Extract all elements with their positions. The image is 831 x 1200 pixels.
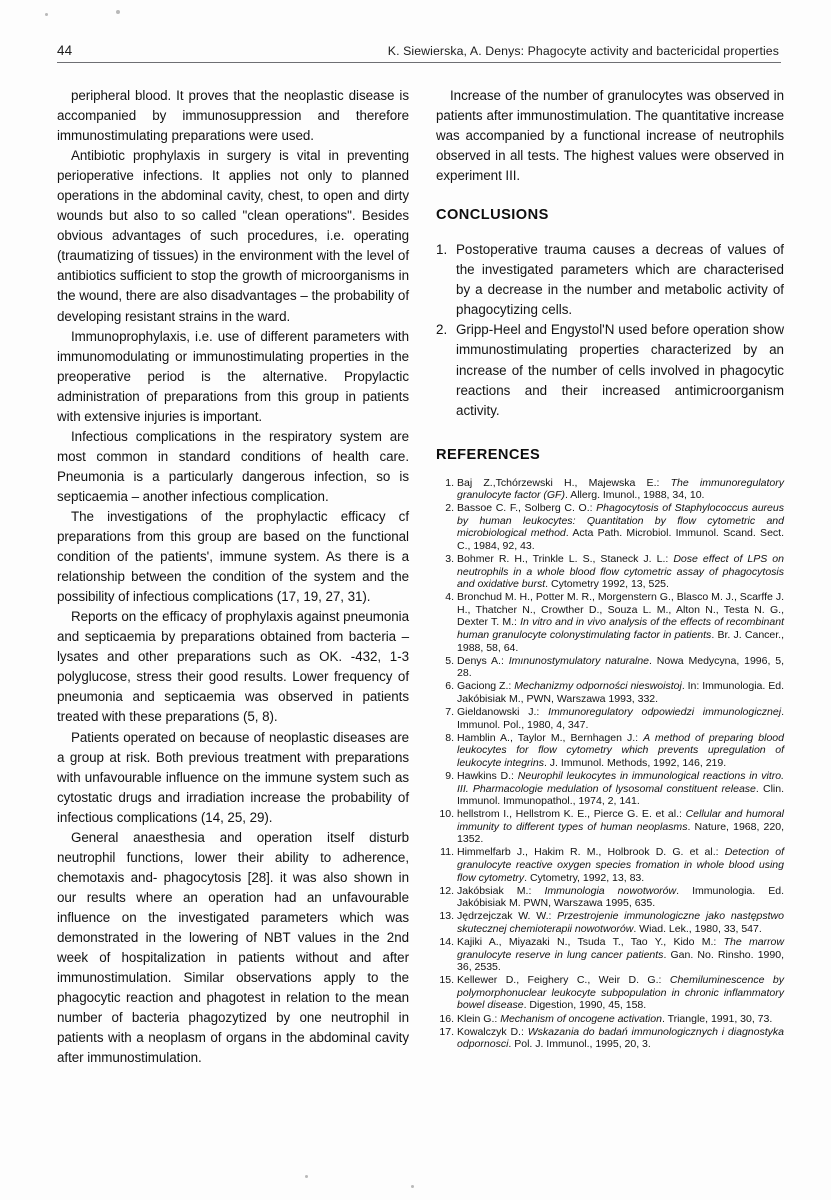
reference-source: . Clin. Immunol. Immunopathol., 1974, 2, 141. <box>457 782 784 808</box>
paragraph: Immunoprophylaxis, i.e. use of different parameters with immunomodulating or immunostimulating properties in the preoperative period is the alternative. Propylactic administration of preparations from this group in patients with extensive injuries is important. <box>57 328 409 424</box>
reference-item <box>436 974 784 1012</box>
conclusion-number: 2. <box>436 322 448 338</box>
reference-source: . J. Immunol. Methods, 1992, 146, 219. <box>543 756 727 769</box>
reference-authors: Gaciong Z.: <box>457 680 515 693</box>
reference-number: 10. <box>439 808 454 821</box>
reference-authors: Kowalczyk D.: <box>457 1025 528 1038</box>
running-head <box>57 43 779 58</box>
reference-title: The immunoregulatory granulocyte factor (GF) <box>457 476 784 502</box>
reference-title: Immunoregulatory odpowiedzi immunologicznej <box>548 706 782 719</box>
reference-source: . Immunologia. Ed. Jakóbisiak M. PWN, Warszawa 1995, 635. <box>457 884 784 910</box>
reference-source: . Allerg. Imunol., 1988, 34, 10. <box>564 489 705 502</box>
reference-number: 6. <box>445 680 454 693</box>
reference-item <box>436 936 784 974</box>
conclusion-item <box>436 320 784 420</box>
reference-item <box>436 591 784 654</box>
reference-number: 1. <box>445 476 454 489</box>
reference-title: A method of preparing blood leukocytes for flow cytometry which prevents upregulation of leukocyte integrins <box>457 731 785 769</box>
right-column <box>436 86 784 1051</box>
references-list <box>436 477 784 1051</box>
scan-speck <box>45 13 48 16</box>
reference-authors: Hawkins D.: <box>457 769 518 782</box>
reference-source: . Gan. No. Rinsho. 1990, 36, 2535. <box>457 948 784 974</box>
left-column <box>57 86 409 1068</box>
reference-title: Detection of granulocyte reactive oxygen species fromation in whole blood using flow cytometry <box>457 846 784 884</box>
reference-title: Immunologia nowotworów <box>544 884 677 897</box>
reference-source: . Immunol. Pol., 1980, 4, 347. <box>457 706 784 731</box>
conclusion-text: Gripp-Heel and Engystol'N used before operation show immunostimulating properties characterized by an increase of the number of cells involved in phagocytic reactions and their increased antimicroorganism activity. <box>456 322 784 418</box>
reference-source: . Digestion, 1990, 45, 158. <box>523 999 647 1012</box>
reference-number: 16. <box>439 1012 454 1025</box>
reference-number: 15. <box>439 974 454 987</box>
reference-title: The marrow granulocyte reserve in lung cancer patients <box>457 936 784 961</box>
reference-number: 9. <box>445 769 454 782</box>
reference-source: . Nature, 1968, 220, 1352. <box>457 820 784 846</box>
reference-title: Dose effect of LPS on neutrophils in a whole blood flow cytometric assay of phagocytosis and oxidative burst <box>457 553 784 591</box>
reference-title: Mechanism of oncogene activation <box>500 1012 662 1025</box>
reference-item <box>436 808 784 846</box>
reference-authors: Jakóbsiak M.: <box>457 884 545 897</box>
reference-authors: Jędrzejczak W. W.: <box>457 910 558 923</box>
reference-item <box>436 1026 784 1051</box>
reference-item <box>436 706 784 731</box>
reference-number: 5. <box>445 654 454 667</box>
reference-title: Phagocytosis of Staphylococcus aureus by human leukocytes: Quantitation by flow cytometric and microbiological method <box>457 502 784 540</box>
reference-title: Mechanizmy odporności nieswoistoj <box>514 680 682 693</box>
references-heading: REFERENCES <box>436 446 541 463</box>
reference-source: . Wiad. Lek., 1980, 33, 547. <box>633 922 762 935</box>
reference-authors: Himmelfarb J., Hakim R. M., Holbrook D. G. et al.: <box>457 846 725 859</box>
paragraph: peripheral blood. It proves that the neoplastic disease is accompanied by immunosuppression and therefore immunostimulating preparations were used. <box>57 88 409 144</box>
reference-number: 11. <box>440 846 454 859</box>
conclusions-list <box>436 240 784 420</box>
conclusion-number: 1. <box>436 242 448 258</box>
paragraph: Increase of the number of granulocytes was observed in patients after immunostimulation. The quantitative increase was accompanied by a functional increase of neutrophils observed in all tests. The highest values were observed in experiment III. <box>436 88 784 184</box>
reference-number: 13. <box>439 910 454 923</box>
page-number: 44 <box>57 43 73 58</box>
paragraph: The investigations of the prophylactic efficacy cf preparations from this group are based on the functional condition of the patients', immune system. As there is a relationship between the condition of the system and the possibility of infectious complications (17, 19, 27, 31). <box>57 508 409 605</box>
reference-title: Imınunostymulatory naturalne <box>508 654 650 667</box>
reference-item <box>436 770 784 808</box>
reference-authors: Gieldanowski J.: <box>457 706 549 719</box>
reference-source: . In: Immunologia. Ed. Jakóbisiak M., PWN, Warszawa 1993, 332. <box>457 680 784 705</box>
reference-item <box>436 553 784 591</box>
reference-authors: Klein G.: <box>457 1012 501 1025</box>
paragraph: Antibiotic prophylaxis in surgery is vital in preventing perioperative infections. It applies not only to planned operations in the abdominal cavity, chest, to open and dirty wounds but also to so called "clean operations". Besides obvious advantages of such procedures, i.e. operating (traumatizing of tissues) in the environment with the level of antibiotics sufficient to stop the growth of microorganisms in the wound, there are also disadvantages – the probability of developing resistant strains in the ward. <box>57 148 409 324</box>
paragraph: Reports on the efficacy of prophylaxis against pneumonia and septicaemia by preparations obtained from bacteria – lysates and other preparations such as OK. -432, 1-3 polyglucose, stress their good results. Lower frequency of pneumonia and septicaemia was observed in patients treated with these preparations (5, 8). <box>57 609 409 725</box>
reference-authors: Denys A.: <box>457 654 509 667</box>
reference-source: . Triangle, 1991, 30, 73. <box>661 1012 773 1025</box>
reference-authors: Bronchud M. H., Potter M. R., Morgenstern G., Blasco M. J., Scarffe J. H., Thatcher N., Crowther D., Souza L. M., Alton N., Testa N. G., Dexter T. M.: <box>457 591 784 629</box>
reference-authors: Hamblin A., Taylor M., Bernhagen J.: <box>457 731 644 744</box>
running-title: K. Siewierska, A. Denys: Phagocyte activity and bactericidal properties <box>387 44 779 58</box>
reference-item <box>436 1013 784 1026</box>
reference-title: In vitro and in vivo analysis of the effects of recombinant human granulocyte colonystimulating factor in patients <box>457 616 785 641</box>
reference-number: 3. <box>445 553 454 566</box>
reference-item <box>436 885 784 910</box>
reference-authors: Baj Z.,Tchórzewski H., Majewska E.: <box>457 476 671 489</box>
reference-number: 4. <box>445 591 454 604</box>
reference-item <box>436 732 784 770</box>
paragraph: Infectious complications in the respiratory system are most common in standard conditions of health care. Pneumonia is a particularly dangerous infection, so is septicaemia – another infectious complication. <box>57 428 409 504</box>
reference-title: Cellular and humoral immunity to different types of human neoplasms <box>457 808 784 833</box>
reference-title: Neurophil leukocytes in immunological reactions in vitro. III. Pharmacologie medulation of lysosomal constituent release <box>457 769 785 795</box>
reference-title: Chemiluminescence by polymorphonuclear leukocyte subpopulation in chronic inflammatory bowel disease <box>457 974 784 1012</box>
reference-number: 2. <box>445 502 454 515</box>
reference-source: . Cytometry, 1992, 13, 83. <box>524 871 645 884</box>
reference-item <box>436 477 784 502</box>
paragraph: General anaesthesia and operation itself disturb neutrophil functions, lower their ability to adherence, chemotaxis and- phagocytosis [28]. it was also shown in our results where an operation had an unfavourable influence on the investigated parameters which was demonstrated in the lowering of NBT values in the 2nd week of hospitalization in patients without and after immunostimulation. Similar observations apply to the phagocytic reaction and phagotest in relation to the mean number of bacteria phagozytized by one neutrophil in patients with a neoplasm of organs in the abdominal cavity after immunostimulation. <box>57 829 409 1066</box>
reference-source: . Pol. J. Immunol., 1995, 20, 3. <box>508 1038 651 1051</box>
reference-authors: Kellewer D., Feighery C., Weir D. G.: <box>457 974 670 987</box>
reference-authors: hellstrom I., Hellstrom K. E., Pierce G. E. et al.: <box>457 808 686 821</box>
reference-number: 8. <box>445 731 454 744</box>
conclusions-heading: CONCLUSIONS <box>436 207 549 224</box>
reference-authors: Kajiki A., Miyazaki N., Tsuda T., Tao Y., Kido M.: <box>457 936 724 949</box>
reference-number: 12. <box>439 884 454 897</box>
reference-title: Przestrojenie immunologiczne jako następstwo skutecznej chemioterapii nowotworów <box>457 910 784 935</box>
reference-source: . Cytometry 1992, 13, 525. <box>545 578 669 591</box>
reference-item <box>436 846 784 884</box>
header-rule <box>57 62 781 63</box>
reference-source: . Acta Path. Microbiol. Immunol. Scand. Sect. C., 1984, 92, 43. <box>457 527 784 552</box>
paragraph: Patients operated on because of neoplastic diseases are a group at risk. Both previous treatment with preparations with unfavourable influence on the immune system such as cytostatic drugs and irradiation increase the probability of infectious complications (14, 25, 29). <box>57 729 409 825</box>
reference-source: . Br. J. Cancer., 1988, 58, 64. <box>457 629 784 654</box>
reference-item <box>436 655 784 680</box>
reference-authors: Bohmer R. H., Trinkle L. S., Staneck J. L.: <box>457 553 674 566</box>
conclusion-text: Postoperative trauma causes a decreas of values of the investigated parameters which are characterised by a decrease in the number and metabolic activity of phagocytizing cells. <box>456 242 784 318</box>
reference-number: 7. <box>445 706 454 719</box>
conclusion-item <box>436 240 784 320</box>
scan-speck <box>116 10 120 14</box>
reference-source: . Nowa Medycyna, 1996, 5, 28. <box>457 654 784 680</box>
reference-title: Wskazania do badań immunologicznych i diagnostyka odpornosci <box>457 1025 784 1051</box>
reference-authors: Bassoe C. F., Solberg C. O.: <box>457 502 597 515</box>
reference-number: 14. <box>439 936 454 949</box>
reference-item <box>436 910 784 935</box>
reference-item <box>436 502 784 552</box>
body-columns <box>0 86 831 1196</box>
reference-item <box>436 680 784 705</box>
reference-number: 17. <box>439 1025 454 1038</box>
